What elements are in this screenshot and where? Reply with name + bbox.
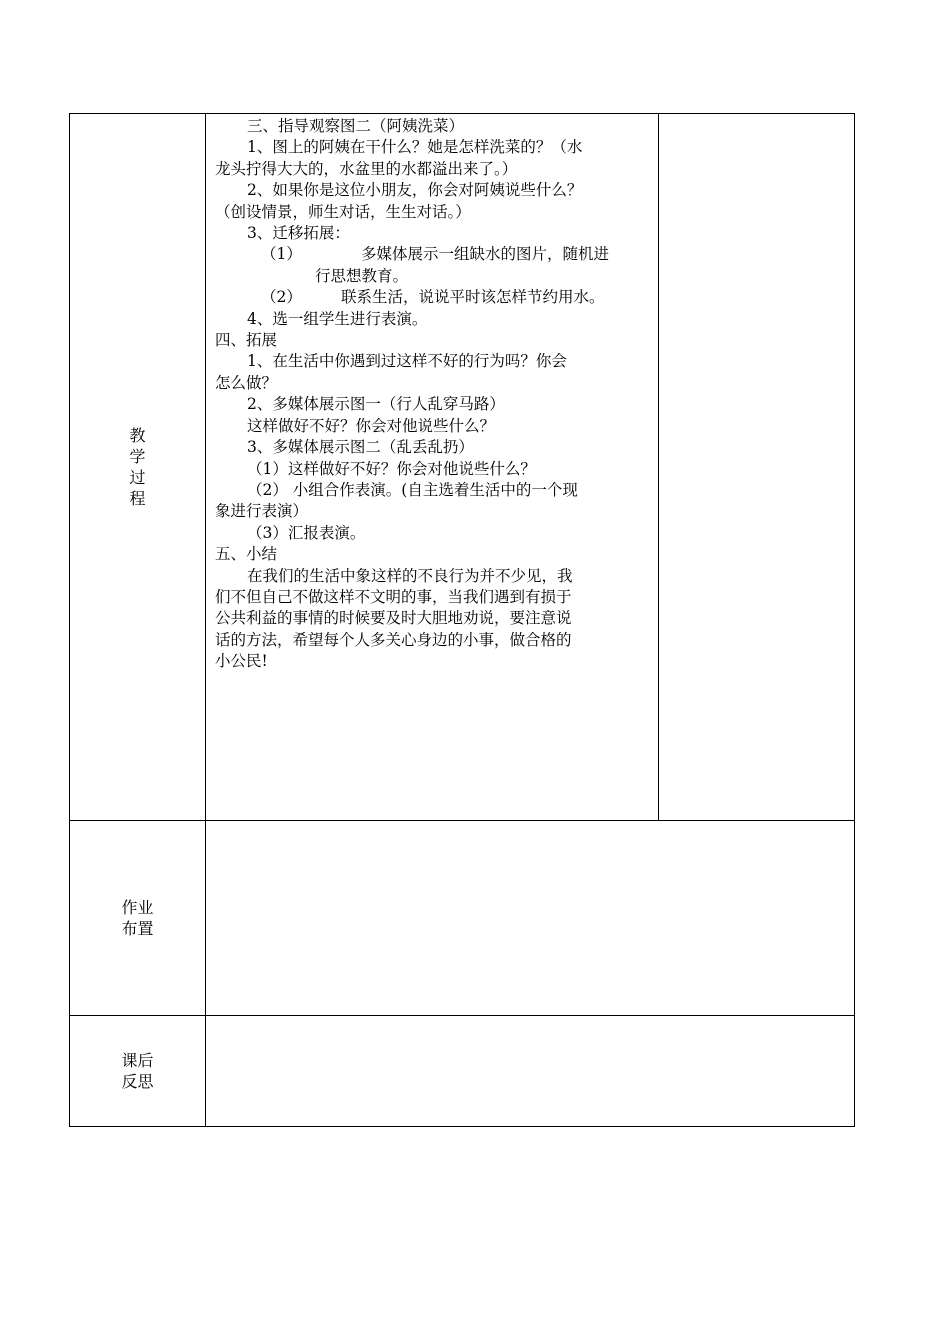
text-line: （3）汇报表演。: [247, 523, 366, 542]
text-line: 3、迁移拓展：: [247, 224, 350, 243]
section-heading: 五、小结: [215, 545, 278, 564]
lesson-plan-table: [69, 113, 855, 1127]
text-line: 公共利益的事情的时候要及时大胆地劝说，要注意说: [215, 609, 572, 628]
text-line: （1）这样做好不好？你会对他说些什么？: [247, 459, 536, 478]
text-line: 2、多媒体展示图一（行人乱穿马路）: [247, 395, 505, 414]
text-line: 这样做好不好？你会对他说些什么？: [247, 416, 496, 435]
text-line: 在我们的生活中象这样的不良行为并不少见，我: [247, 566, 573, 585]
label-char: 学: [129, 447, 146, 466]
text-line: 话的方法，希望每个人多关心身边的小事，做合格的: [215, 630, 572, 649]
text-line: （创设情景，师生对话，生生对话。）: [215, 202, 471, 221]
label-char: 程: [129, 489, 146, 508]
label-line: 作业: [121, 898, 154, 917]
section-heading: 三、指导观察图二（阿姨洗菜）: [247, 117, 465, 135]
item-number: （1）: [261, 245, 302, 264]
homework-content-cell: [206, 821, 855, 1016]
homework-row: [70, 821, 855, 1016]
teaching-process-label: [70, 114, 206, 821]
label-line: 布置: [121, 919, 154, 938]
reflection-content-cell: [206, 1016, 855, 1127]
text-line: 2、如果你是这位小朋友，你会对阿姨说些什么？: [247, 181, 583, 200]
text-line: 龙头拧得大大的，水盆里的水都溢出来了。）: [215, 159, 518, 178]
label-char: 教: [129, 426, 146, 445]
text-line: 们不但自己不做这样不文明的事，当我们遇到有损于: [215, 587, 572, 606]
text-line: 1、图上的阿姨在干什么？她是怎样洗菜的？（水: [247, 138, 583, 157]
text-line: 小公民!: [215, 652, 268, 671]
teaching-process-row: [70, 114, 855, 821]
reflection-row: [70, 1016, 855, 1127]
list-item: [215, 244, 654, 265]
teaching-process-notes-cell: [659, 114, 855, 821]
text-line: 象进行表演）: [215, 502, 309, 521]
text-line: 3、多媒体展示图二（乱丢乱扔）: [247, 438, 474, 457]
section-heading: 四、拓展: [215, 331, 278, 350]
label-char: 过: [129, 468, 146, 487]
label-line: 反思: [121, 1072, 154, 1091]
item-text: 联系生活，说说平时该怎样节约用水。: [341, 288, 605, 307]
item-text: 多媒体展示一组缺水的图片，随机进: [361, 245, 610, 264]
reflection-label: [70, 1016, 206, 1127]
teaching-process-content-cell: [206, 114, 659, 821]
text-line: 行思想教育。: [315, 266, 409, 285]
text-line: 1、在生活中你遇到过这样不好的行为吗？你会: [247, 352, 567, 371]
label-line: 课后: [121, 1051, 154, 1070]
homework-label: [70, 821, 206, 1016]
text-line: 4、选一组学生进行表演。: [247, 309, 428, 328]
teaching-process-text: [206, 114, 658, 673]
text-line: （2） 小组合作表演。(自主选着生活中的一个现: [247, 480, 578, 499]
list-item: [215, 287, 654, 308]
item-number: （2）: [261, 288, 302, 307]
text-line: 怎么做？: [215, 373, 278, 392]
